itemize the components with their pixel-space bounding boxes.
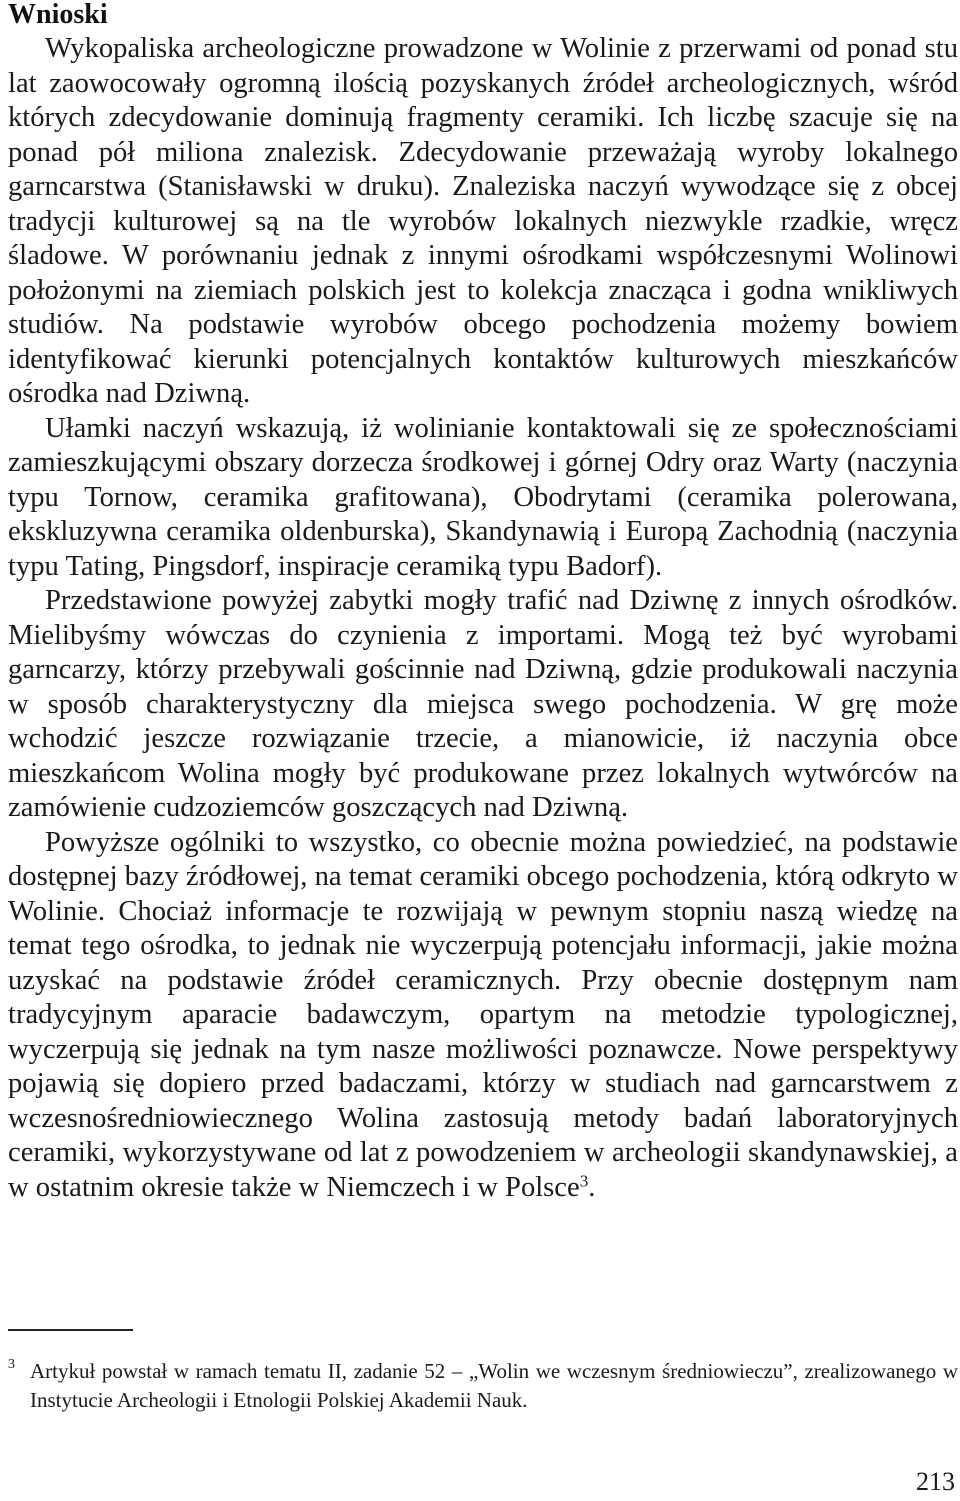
paragraph-4-end: . [588,1171,596,1203]
paragraph-1: Wykopaliska archeologiczne prowadzone w Wolinie z przerwami od ponad stu lat zaowocowały ogromną ilością pozyskanych źródeł archeologicznych, wśród których zdecydowanie dominują fragmenty ceramiki. Ich liczbę szacuje się na ponad pół miliona znalezisk. Zdecydowanie przeważają wyroby lokalnego garncarstwa (Stanisławski w druku). Znaleziska naczyń wywodzące się z obcej tradycji kulturowej są na tle wyrobów lokalnych niezwykle rzadkie, wręcz śladowe. W porównaniu jednak z innymi ośrodkami współczesnymi Wolinowi położonymi na ziemiach polskich jest to kolekcja znacząca i godna wnikliwych studiów. Na podstawie wyrobów obcego pochodzenia możemy bowiem identyfikować kierunki potencjalnych kontaktów kulturowych mieszkańców ośrodka nad Dziwną. [8,33,958,409]
paragraph-2: Ułamki naczyń wskazują, iż wolinianie kontaktowali się ze społecznościami zamieszkującymi obszary dorzecza środkowej i górnej Odry oraz Warty (naczynia typu Tornow, ceramika grafitowana), Obodrytami (ceramika polerowana, ekskluzywna ceramika oldenburska), Skandynawią i Europą Zachodnią (naczynia typu Tating, Pingsdorf, inspiracje ceramiką typu Badorf). [8,412,958,582]
footnote-text: Artykuł powstał w ramach tematu II, zadanie 52 – „Wolin we wczesnym średniowieczu”, zrealizowanego w Instytucie Archeologii i Etnologii Polskiej Akademii Nauk. [30,1359,958,1412]
section-heading: Wnioski [8,0,108,30]
paragraph-4 [8,826,958,1206]
paragraph-3: Przedstawione powyżej zabytki mogły trafić nad Dziwnę z innych ośrodków. Mielibyśmy wówczas do czynienia z importami. Mogą też być wyrobami garncarzy, którzy przebywali gościnnie nad Dziwną, gdzie produkowali naczynia w sposób charakterystyczny dla miejsca swego pochodzenia. W grę może wchodzić jeszcze rozwiązanie trzecie, a mianowicie, iż naczynia obce mieszkańcom Wolina mogły być produkowane przez lokalnych wytwórców na zamówienie cudzoziemców goszczących nad Dziwną. [8,585,958,823]
body-text [8,32,958,1205]
footnote-reference: 3 [579,1171,589,1191]
footnote-number: 3 [8,1357,15,1372]
footnote [8,1357,958,1414]
page-number: 213 [916,1467,955,1496]
paragraph-4-text: Powyższe ogólniki to wszystko, co obecnie można powiedzieć, na podstawie dostępnej bazy źródłowej, na temat ceramiki obcego pochodzenia, którą odkryto w Wolinie. Chociaż informacje te rozwijają w pewnym stopniu naszą wiedzę na temat tego ośrodka, to jednak nie wyczerpują potencjału informacji, jakie można uzyskać na podstawie źródeł ceramicznych. Przy obecnie dostępnym nam tradycyjnym aparacie badawczym, opartym na metodzie typologicznej, wyczerpują się jednak na tym nasze możliwości poznawcze. Nowe perspektywy pojawią się dopiero przed badaczami, którzy w studiach nad garncarstwem z wczesnośredniowiecznego Wolina zastosują metody badań laboratoryjnych ceramiki, wykorzystywane od lat z powodzeniem w archeologii skandynawskiej, a w ostatnim okresie także w Niemczech i w Polsce [8,826,958,1203]
footnote-divider [8,1329,133,1331]
